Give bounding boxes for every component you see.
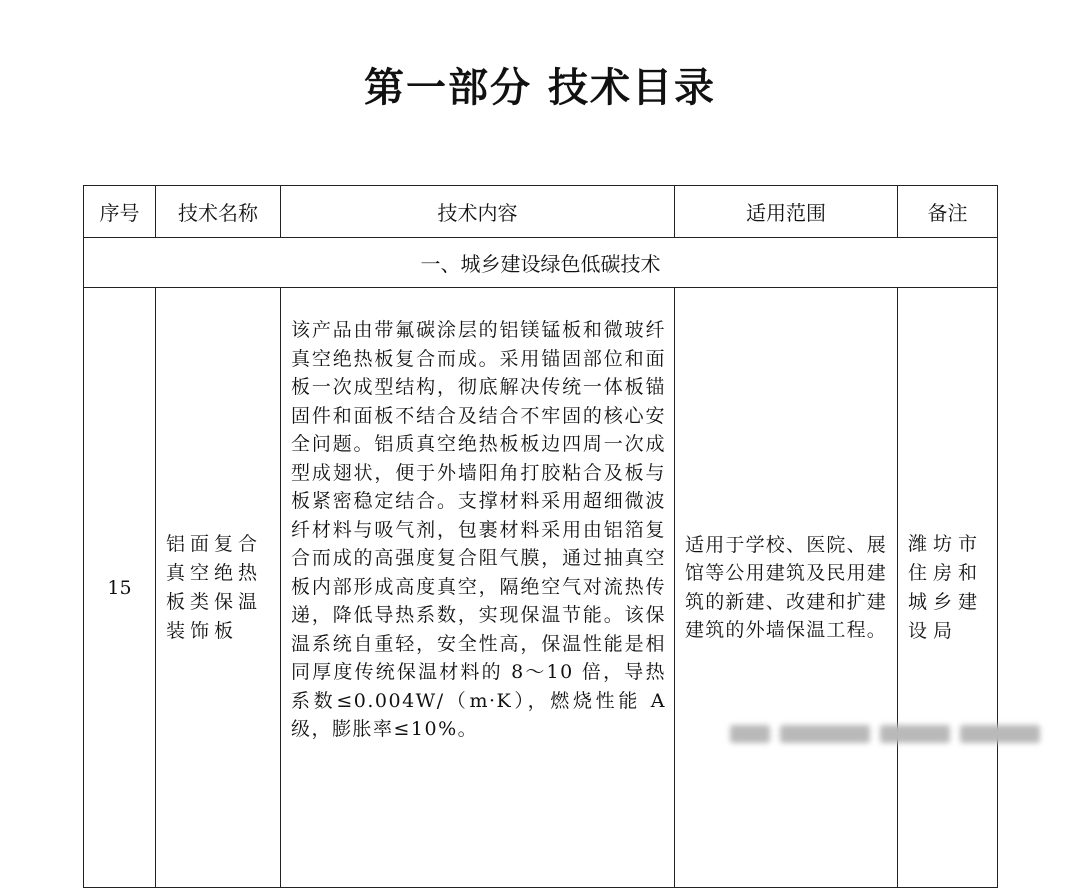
header-tech-name: 技术名称 (156, 186, 281, 238)
table-header-row (84, 186, 998, 238)
cell-tech-name (156, 288, 281, 888)
section-row (84, 238, 998, 288)
cell-note (898, 288, 998, 888)
table-row (84, 288, 998, 888)
header-scope: 适用范围 (675, 186, 898, 238)
cell-tech-content (281, 288, 675, 888)
header-seq: 序号 (84, 186, 156, 238)
header-tech-content: 技术内容 (281, 186, 675, 238)
technology-catalog-table (83, 185, 998, 888)
tech-content-text: 该产品由带氟碳涂层的铝镁锰板和微玻纤真空绝热板复合而成。采用锚固部位和面板一次成型结构，彻底解决传统一体板锚固件和面板不结合及结合不牢固的核心安全问题。铝质真空绝热板板边四周一次成型成翅状，便于外墙阳角打胶粘合及板与板紧密稳定结合。支撑材料采用超细微波纤材料与吸气剂，包裹材料采用由铝箔复合而成的高强度复合阻气膜，通过抽真空板内部形成高度真空，隔绝空气对流热传递，降低导热系数，实现保温节能。该保温系统自重轻，安全性高，保温性能是相同厚度传统保温材料的 8～10 倍，导热系数≤0.004W/（m·K），燃烧性能 A 级，膨胀率≤10%。 (291, 319, 666, 740)
scope-text: 适用于学校、医院、展馆等公用建筑及民用建筑的新建、改建和扩建建筑的外墙保温工程。 (685, 533, 888, 641)
header-note: 备注 (898, 186, 998, 238)
cell-seq: 15 (84, 288, 156, 888)
tech-name-text: 铝面复合真空绝热板类保温装饰板 (166, 532, 263, 642)
blurred-watermark (730, 720, 1050, 748)
page-title: 第一部分 技术目录 (364, 64, 716, 111)
section-heading: 一、城乡建设绿色低碳技术 (84, 238, 998, 288)
cell-scope (675, 288, 898, 888)
note-text: 潍坊市住房和城乡建设局 (908, 532, 984, 642)
